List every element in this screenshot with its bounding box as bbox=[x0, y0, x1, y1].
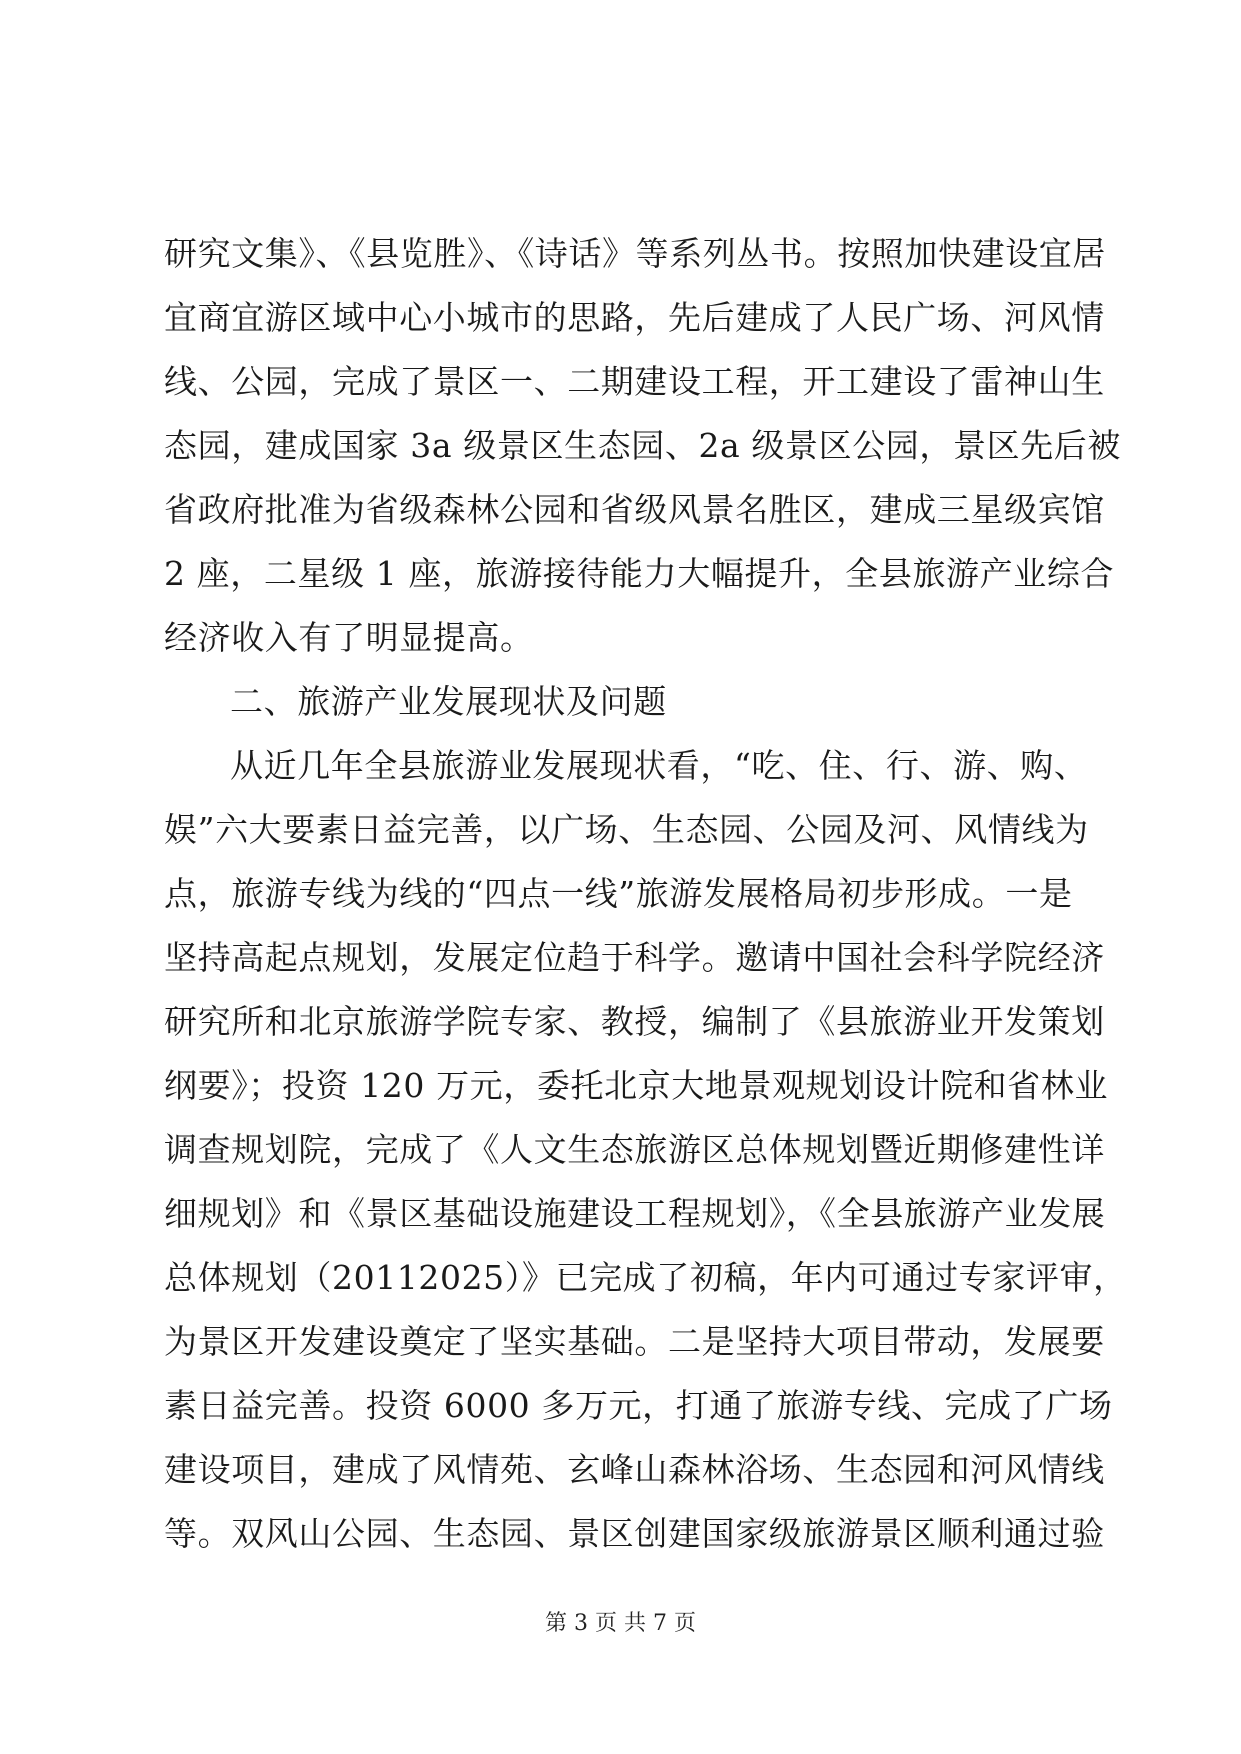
text-line: 研究所和北京旅游学院专家、教授，编制了《县旅游业开发策划 bbox=[164, 1002, 1105, 1041]
text-line: 研究文集》、《县览胜》、《诗话》等系列丛书。按照加快建设宜居 bbox=[164, 234, 1106, 273]
page-footer: 第 3 页 共 7 页 bbox=[545, 1611, 696, 1636]
text-line: 线、公园，完成了景区一、二期建设工程，开工建设了雷神山生 bbox=[164, 362, 1105, 401]
text-line: 宜商宜游区域中心小城市的思路，先后建成了人民广场、河风情 bbox=[164, 298, 1105, 337]
text-line: 娱”六大要素日益完善，以广场、生态园、公园及河、风情线为 bbox=[164, 810, 1089, 849]
text-line: 总体规划（20112025）》已完成了初稿，年内可通过专家评审， bbox=[164, 1258, 1127, 1297]
text-line: 经济收入有了明显提高。 bbox=[164, 618, 534, 657]
text-line: 2 座，二星级 1 座，旅游接待能力大幅提升，全县旅游产业综合 bbox=[164, 554, 1115, 593]
text-line: 从近几年全县旅游业发展现状看，“吃、住、行、游、购、 bbox=[230, 746, 1088, 785]
text-line: 建设项目，建成了风情苑、玄峰山森林浴场、生态园和河风情线 bbox=[164, 1450, 1105, 1489]
text-line: 为景区开发建设奠定了坚实基础。二是坚持大项目带动，发展要 bbox=[164, 1322, 1105, 1361]
text-line: 态园，建成国家 3a 级景区生态园、2a 级景区公园，景区先后被 bbox=[164, 426, 1122, 465]
text-line: 点，旅游专线为线的“四点一线”旅游发展格局初步形成。一是 bbox=[164, 874, 1073, 913]
text-line: 素日益完善。投资 6000 多万元，打通了旅游专线、完成了广场 bbox=[164, 1386, 1113, 1425]
text-line: 纲要》；投资 120 万元，委托北京大地景观规划设计院和省林业 bbox=[164, 1066, 1109, 1105]
text-line: 省政府批准为省级森林公园和省级风景名胜区，建成三星级宾馆 bbox=[164, 490, 1105, 529]
text-line: 调查规划院，完成了《人文生态旅游区总体规划暨近期修建性详 bbox=[164, 1130, 1105, 1169]
section-heading: 二、旅游产业发展现状及问题 bbox=[230, 682, 667, 721]
text-line: 等。双风山公园、生态园、景区创建国家级旅游景区顺利通过验 bbox=[164, 1514, 1105, 1553]
text-line: 细规划》和《景区基础设施建设工程规划》，《全县旅游产业发展 bbox=[164, 1194, 1106, 1233]
text-line: 坚持高起点规划，发展定位趋于科学。邀请中国社会科学院经济 bbox=[164, 938, 1105, 977]
